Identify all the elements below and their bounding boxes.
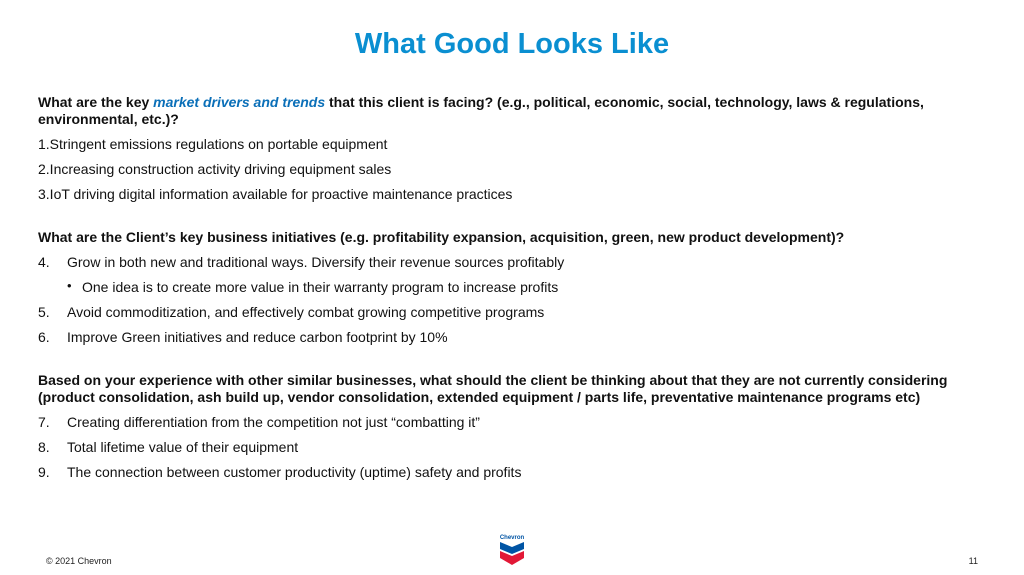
list-number: 5. [38,304,50,320]
list-item-text: The connection between customer productivity (uptime) safety and profits [67,464,522,480]
list-item-text: Grow in both new and traditional ways. Diversify their revenue sources profitably [67,254,565,270]
list-item: 1.Stringent emissions regulations on portable equipment [38,136,388,152]
list-number: 6. [38,329,50,345]
list-item [38,254,968,271]
list-item [38,464,968,481]
list-number: 9. [38,464,50,480]
logo-wordmark: Chevron [499,535,525,541]
list-item-text: Creating differentiation from the competition not just “combatting it” [67,414,480,430]
question-text-post: that this client is facing? (e.g., political, economic, social, technology, laws & regulations, environmental, etc.)? [38,94,924,127]
question-text-emphasis: market drivers and trends [153,94,326,110]
list-number: 8. [38,439,50,455]
question-market-drivers [38,94,968,128]
list-item [38,329,968,346]
list-item-text: Total lifetime value of their equipment [67,439,299,455]
list-item: 3.IoT driving digital information available for proactive maintenance practices [38,186,513,202]
list-item-text: Improve Green initiatives and reduce carbon footprint by 10% [67,329,448,345]
question-business-initiatives: What are the Client’s key business initiatives (e.g. profitability expansion, acquisition, green, new product development)? [38,229,845,245]
chevron-logo-icon [497,532,527,566]
sub-bullet-item [38,279,968,296]
slide-content [38,94,968,481]
list-number: 4. [38,254,50,270]
list-item [38,439,968,456]
bullet-icon: • [67,278,72,293]
list-item [38,414,968,431]
page-number: 11 [968,556,978,566]
slide-title: What Good Looks Like [354,28,670,60]
list-number: 7. [38,414,50,430]
copyright-text: © 2021 Chevron [46,556,112,566]
list-item: 2.Increasing construction activity driving equipment sales [38,161,392,177]
list-item-text: One idea is to create more value in their warranty program to increase profits [82,279,559,295]
list-item [38,304,968,321]
question-text-pre: What are the key [38,94,154,110]
question-other-considerations: Based on your experience with other similar businesses, what should the client be thinking about that they are not currently considering (product consolidation, ash build up, vendor consolidation, extended equipment / parts life, preventative maintenance programs etc) [38,372,948,405]
list-item-text: Avoid commoditization, and effectively combat growing competitive programs [67,304,545,320]
